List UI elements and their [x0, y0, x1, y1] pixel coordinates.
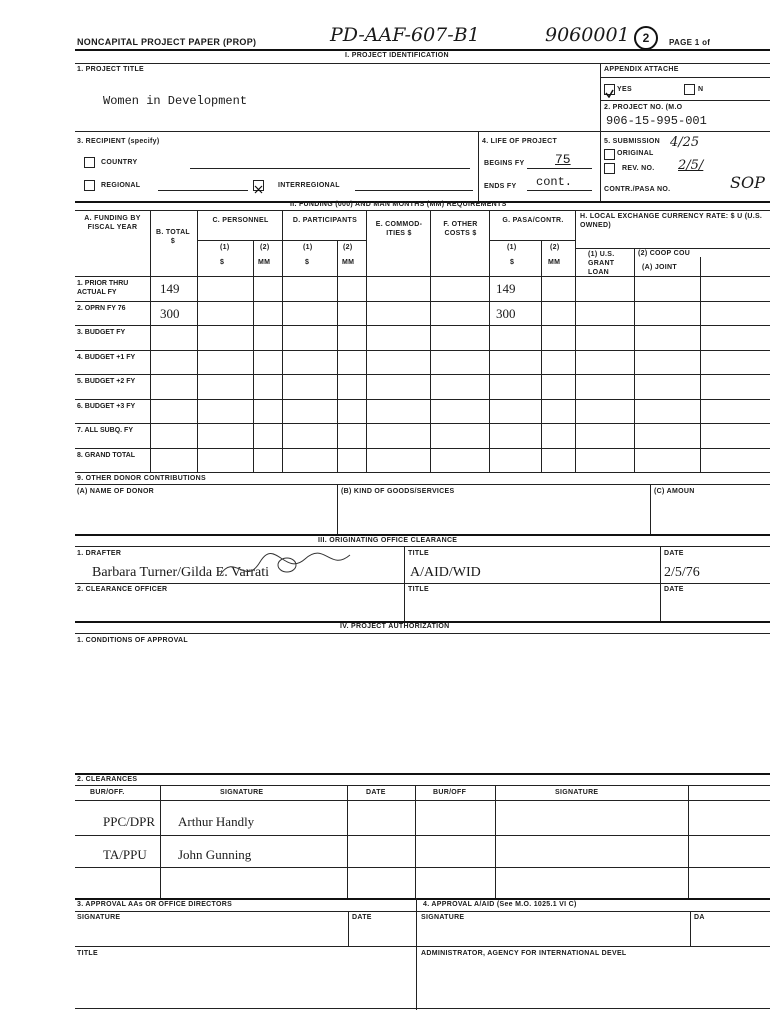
rev-no-label: REV. NO. [622, 165, 655, 172]
funding-row-divider [75, 350, 770, 351]
country-label: COUNTRY [101, 159, 138, 166]
check-mark-icon [605, 89, 614, 98]
clearance-row-2-bur: TA/PPU [103, 847, 147, 862]
clearance-row-1-name: Arthur Handly [178, 814, 255, 829]
funding-row-divider [75, 399, 770, 400]
appendix-no-checkbox[interactable] [684, 84, 695, 95]
conditions-label: 1. CONDITIONS OF APPROVAL [77, 637, 188, 644]
clearances-label: 2. CLEARANCES [77, 776, 138, 783]
approval-3-label: 3. APPROVAL AAs OR OFFICE DIRECTORS [77, 901, 233, 908]
funding-row-label: 6. BUDGET +3 FY [77, 402, 136, 410]
col-c-header: C. PERSONNEL [212, 217, 269, 224]
circled-number: 2 [634, 26, 658, 50]
funding-row-divider [75, 423, 770, 424]
funding-row-label: 8. GRAND TOTAL [77, 451, 136, 459]
revision-checkbox[interactable] [604, 163, 615, 174]
section-2-title: II. FUNDING (000) AND MAN MONTHS (MM) REQUIREMENTS [290, 201, 507, 208]
begins-value: 75 [555, 152, 571, 167]
funding-row-label: 3. BUDGET FY [77, 329, 126, 336]
contr-pasa-value: SOP [730, 173, 765, 192]
col-f-header: F. OTHER COSTS $ [443, 221, 478, 237]
drafter-title-value: A/AID/WID [410, 565, 481, 580]
col-h-header: H. LOCAL EXCHANGE CURRENCY RATE: $ U (U.S. OWNED) [580, 213, 763, 229]
funding-row-divider [75, 301, 770, 302]
clearance-row-2-name: John Gunning [178, 847, 252, 862]
col-d-dollar: $ [305, 259, 310, 266]
regional-checkbox[interactable] [84, 180, 95, 191]
col-d-sub1: (1) [303, 244, 313, 251]
clearances-sig-header: SIGNATURE [220, 789, 264, 796]
form-title: NONCAPITAL PROJECT PAPER (PROP) [77, 37, 257, 47]
col-a-header: A. FUNDING BY FISCAL YEAR [84, 215, 141, 231]
appendix-no-label: N [698, 86, 704, 93]
col-c-dollar: $ [220, 259, 225, 266]
begins-label: BEGINS FY [484, 160, 525, 167]
drafter-signature [215, 547, 355, 587]
page-number: PAGE 1 of [669, 38, 711, 47]
donor-amount-label: (C) AMOUN [654, 488, 695, 495]
drafter-date-value: 2/5/76 [664, 565, 700, 580]
clearances-date-header: DATE [366, 789, 386, 796]
drafter-label: 1. DRAFTER [77, 550, 122, 557]
recipient-label: 3. RECIPIENT (specify) [77, 138, 160, 145]
appendix-yes-checkbox[interactable] [604, 84, 615, 95]
other-donor-label: 9. OTHER DONOR CONTRIBUTIONS [77, 475, 206, 482]
col-e-header: E. COMMOD-ITIES $ [375, 221, 423, 237]
funding-row-divider [75, 325, 770, 326]
clearance-officer-label: 2. CLEARANCE OFFICER [77, 586, 168, 593]
funding-row-label: 1. PRIOR THRU ACTUAL FY [77, 280, 129, 296]
col-g-header: G. PASA/CONTR. [502, 217, 564, 224]
col-g-sub2: (2) [550, 244, 560, 251]
col-c-sub1: (1) [220, 244, 230, 251]
clearances-bur-header: BUR/OFF. [90, 789, 125, 796]
col-d-mm: MM [342, 259, 355, 266]
funding-row-label: 2. OPRN FY 76 [77, 304, 126, 312]
donor-name-label: (A) NAME OF DONOR [77, 488, 155, 495]
col-h-coop: (2) COOP COU [638, 250, 691, 257]
funding-row-divider [75, 374, 770, 375]
submission-date: 4/25 [670, 135, 700, 150]
funding-row-label: 7. ALL SUBQ. FY [77, 427, 134, 434]
drafter-title-label: TITLE [408, 550, 429, 557]
interregional-label: INTERREGIONAL [278, 182, 340, 189]
col-b-header: B. TOTAL $ [155, 229, 191, 245]
appendix-label: APPENDIX ATTACHE [604, 66, 679, 73]
funding-row-divider [75, 448, 770, 449]
drafter-value: Barbara Turner/Gilda E. Varrati [92, 565, 270, 580]
approval-3-date-label: DATE [352, 914, 372, 921]
funding-row-label: 5. BUDGET +2 FY [77, 378, 136, 385]
project-title-value: Women in Development [103, 94, 248, 108]
handwritten-code: PD-AAF-607-B1 [330, 24, 480, 46]
approval-3-title-label: TITLE [77, 950, 98, 957]
section-3-title: III. ORIGINATING OFFICE CLEARANCE [318, 537, 458, 544]
col-d-sub2: (2) [343, 244, 353, 251]
regional-label: REGIONAL [101, 182, 141, 189]
col-h-us-grant: (1) U.S. GRANT LOAN [588, 251, 615, 276]
approval-4-date-label: DA [694, 914, 705, 921]
section-1-title: I. PROJECT IDENTIFICATION [345, 52, 449, 59]
clearance-row-1-bur: PPC/DPR [103, 814, 156, 829]
clearance-date-label: DATE [664, 586, 684, 593]
col-c-mm: MM [258, 259, 271, 266]
funding-row-pasa: 149 [496, 281, 516, 296]
col-d-header: D. PARTICIPANTS [292, 217, 358, 224]
funding-row-total: 149 [160, 281, 180, 296]
x-mark-icon [254, 185, 263, 194]
country-checkbox[interactable] [84, 157, 95, 168]
original-checkbox[interactable] [604, 149, 615, 160]
administrator-label: ADMINISTRATOR, AGENCY FOR INTERNATIONAL DEVEL [421, 950, 627, 957]
clearances-sig2-header: SIGNATURE [555, 789, 599, 796]
col-g-sub1: (1) [507, 244, 517, 251]
funding-row-total: 300 [160, 305, 180, 321]
submission-label: 5. SUBMISSION [604, 138, 661, 145]
section-4-title: IV. PROJECT AUTHORIZATION [340, 623, 450, 630]
approval-4-label: 4. APPROVAL A/AID (See M.O. 1025.1 VI C) [423, 901, 577, 908]
life-of-project-label: 4. LIFE OF PROJECT [482, 138, 558, 145]
ends-label: ENDS FY [484, 183, 517, 190]
funding-row-pasa: 300 [496, 305, 516, 321]
approval-4-signature-label: SIGNATURE [421, 914, 465, 921]
col-c-sub2: (2) [260, 244, 270, 251]
project-no-label: 2. PROJECT NO. (M.O [604, 104, 683, 111]
clearances-bur2-header: BUR/OFF [433, 789, 467, 796]
handwritten-ref: 9060001 [545, 24, 630, 46]
approval-3-signature-label: SIGNATURE [77, 914, 121, 921]
col-h-joint: (A) JOINT [642, 264, 677, 271]
rev-date: 2/5/ [678, 158, 704, 173]
funding-row-label: 4. BUDGET +1 FY [77, 353, 136, 361]
donor-kind-label: (B) KIND OF GOODS/SERVICES [341, 488, 455, 495]
project-title-label: 1. PROJECT TITLE [77, 66, 145, 73]
interregional-checkbox[interactable] [253, 180, 264, 191]
project-no-value: 906-15-995-001 [606, 114, 707, 128]
contr-pasa-label: CONTR./PASA NO. [604, 186, 671, 193]
col-g-mm: MM [548, 259, 561, 266]
drafter-date-label: DATE [664, 550, 684, 557]
ends-value: cont. [536, 175, 573, 189]
original-label: ORIGINAL [617, 150, 654, 157]
appendix-yes-label: YES [617, 86, 632, 93]
col-g-dollar: $ [510, 259, 515, 266]
clearance-title-label: TITLE [408, 586, 429, 593]
